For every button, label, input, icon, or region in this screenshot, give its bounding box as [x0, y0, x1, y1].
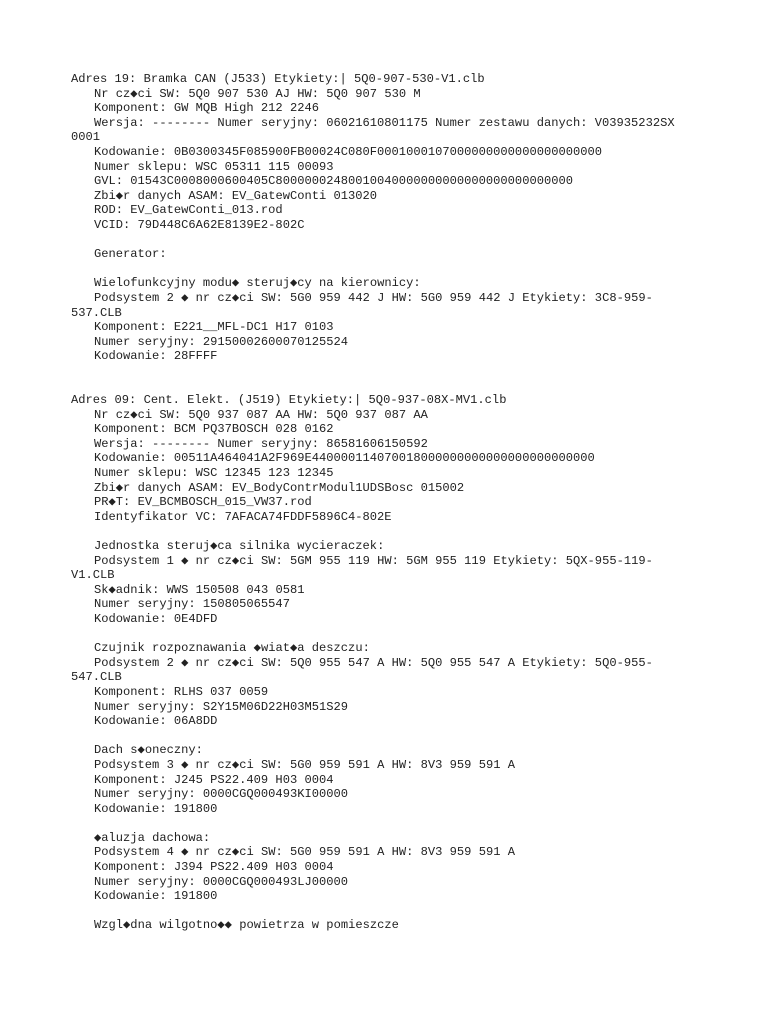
blank-line [71, 816, 699, 831]
text-line: Nr cz◆ci SW: 5Q0 937 087 AA HW: 5Q0 937 087 AA [94, 407, 428, 422]
text-line: Wersja: -------- Numer seryjny: 06021610801175 Numer zestawu danych: V03935232SX [94, 115, 675, 130]
text-line: Kodowanie: 06A8DD [94, 714, 218, 729]
text-line: Generator: [94, 247, 167, 262]
blank-line [71, 364, 699, 393]
text-line: Wzgl◆dna wilgotno◆◆ powietrza w pomieszcze [94, 918, 399, 933]
text-line: VCID: 79D448C6A62E8139E2-802C [94, 217, 305, 232]
text-line: Numer seryjny: S2Y15M06D22H03M51S29 [94, 699, 349, 714]
blank-line [71, 627, 699, 642]
text-line: Numer seryjny: 150805065547 [94, 597, 290, 612]
text-line: Podsystem 2 ◆ nr cz◆ci SW: 5Q0 955 547 A HW: 5Q0 955 547 A Etykiety: 5Q0-955- [94, 655, 653, 670]
text-line: Podsystem 2 ◆ nr cz◆ci SW: 5G0 959 442 J HW: 5G0 959 442 J Etykiety: 3C8-959- [94, 290, 653, 305]
text-line: Numer sklepu: WSC 05311 115 00093 [94, 159, 334, 174]
text-line: Kodowanie: 00511A464041A2F969E440000114070018000000000000000000000000 [94, 451, 595, 466]
blank-line [71, 233, 699, 248]
blank-line [71, 729, 699, 744]
text-line: 0001 [71, 130, 101, 145]
text-line: Zbi◆r danych ASAM: EV_BodyContrModul1UDSBosc 015002 [94, 480, 465, 495]
document-body [71, 72, 699, 933]
text-line: PR◆T: EV_BCMBOSCH_015_VW37.rod [94, 495, 312, 510]
text-line: Numer seryjny: 0000CGQ000493LJ00000 [94, 874, 349, 889]
text-line: Kodowanie: 0E4DFD [94, 611, 218, 626]
module-section [71, 393, 699, 933]
text-line: Wielofunkcyjny modu◆ steruj◆cy na kierownicy: [94, 276, 421, 291]
text-line: Identyfikator VC: 7AFACA74FDDF5896C4-802E [94, 509, 392, 524]
text-line: Numer seryjny: 0000CGQ000493KI00000 [94, 787, 349, 802]
text-line: Komponent: GW MQB High 212 2246 [94, 101, 319, 116]
text-line: ROD: EV_GatewConti_013.rod [94, 203, 283, 218]
text-line: Komponent: E221__MFL-DC1 H17 0103 [94, 320, 334, 335]
blank-line [71, 904, 699, 919]
blank-line [71, 524, 699, 539]
text-line: Numer seryjny: 29150002600070125524 [94, 334, 349, 349]
module-section [71, 72, 699, 393]
text-line: Podsystem 1 ◆ nr cz◆ci SW: 5GM 955 119 HW: 5GM 955 119 Etykiety: 5QX-955-119- [94, 553, 653, 568]
text-line: Adres 09: Cent. Elekt. (J519) Etykiety:| 5Q0-937-08X-MV1.clb [71, 393, 507, 408]
text-line: Podsystem 4 ◆ nr cz◆ci SW: 5G0 959 591 A HW: 8V3 959 591 A [94, 845, 515, 860]
blank-line [71, 262, 699, 277]
text-line: Czujnik rozpoznawania ◆wiat◆a deszczu: [94, 641, 370, 656]
text-line: Dach s◆oneczny: [94, 743, 203, 758]
text-line: Komponent: J245 PS22.409 H03 0004 [94, 772, 334, 787]
text-line: Kodowanie: 191800 [94, 889, 218, 904]
text-line: 547.CLB [71, 670, 122, 685]
text-line: 537.CLB [71, 305, 122, 320]
text-line: Komponent: RLHS 037 0059 [94, 684, 269, 699]
text-line: Komponent: J394 PS22.409 H03 0004 [94, 860, 334, 875]
text-line: Kodowanie: 28FFFF [94, 349, 218, 364]
text-line: ◆aluzja dachowa: [94, 830, 211, 845]
text-line: GVL: 01543C0008000600405C80000002480010040000000000000000000000000 [94, 174, 573, 189]
text-line: Adres 19: Bramka CAN (J533) Etykiety:| 5Q0-907-530-V1.clb [71, 72, 485, 86]
text-line: Komponent: BCM PQ37BOSCH 028 0162 [94, 422, 334, 437]
text-line: Kodowanie: 191800 [94, 801, 218, 816]
text-line: Podsystem 3 ◆ nr cz◆ci SW: 5G0 959 591 A HW: 8V3 959 591 A [94, 757, 515, 772]
text-line: Jednostka steruj◆ca silnika wycieraczek: [94, 539, 385, 553]
text-line: Numer sklepu: WSC 12345 123 12345 [94, 466, 334, 481]
text-line: Sk◆adnik: WWS 150508 043 0581 [94, 582, 305, 597]
text-line: Kodowanie: 0B0300345F085900FB00024C080F0001000107000000000000000000000 [94, 144, 603, 159]
text-line: V1.CLB [71, 568, 115, 583]
text-line: Wersja: -------- Numer seryjny: 86581606150592 [94, 436, 428, 451]
text-line: Nr cz◆ci SW: 5Q0 907 530 AJ HW: 5Q0 907 530 M [94, 86, 421, 101]
text-line: Zbi◆r danych ASAM: EV_GatewConti 013020 [94, 188, 378, 203]
